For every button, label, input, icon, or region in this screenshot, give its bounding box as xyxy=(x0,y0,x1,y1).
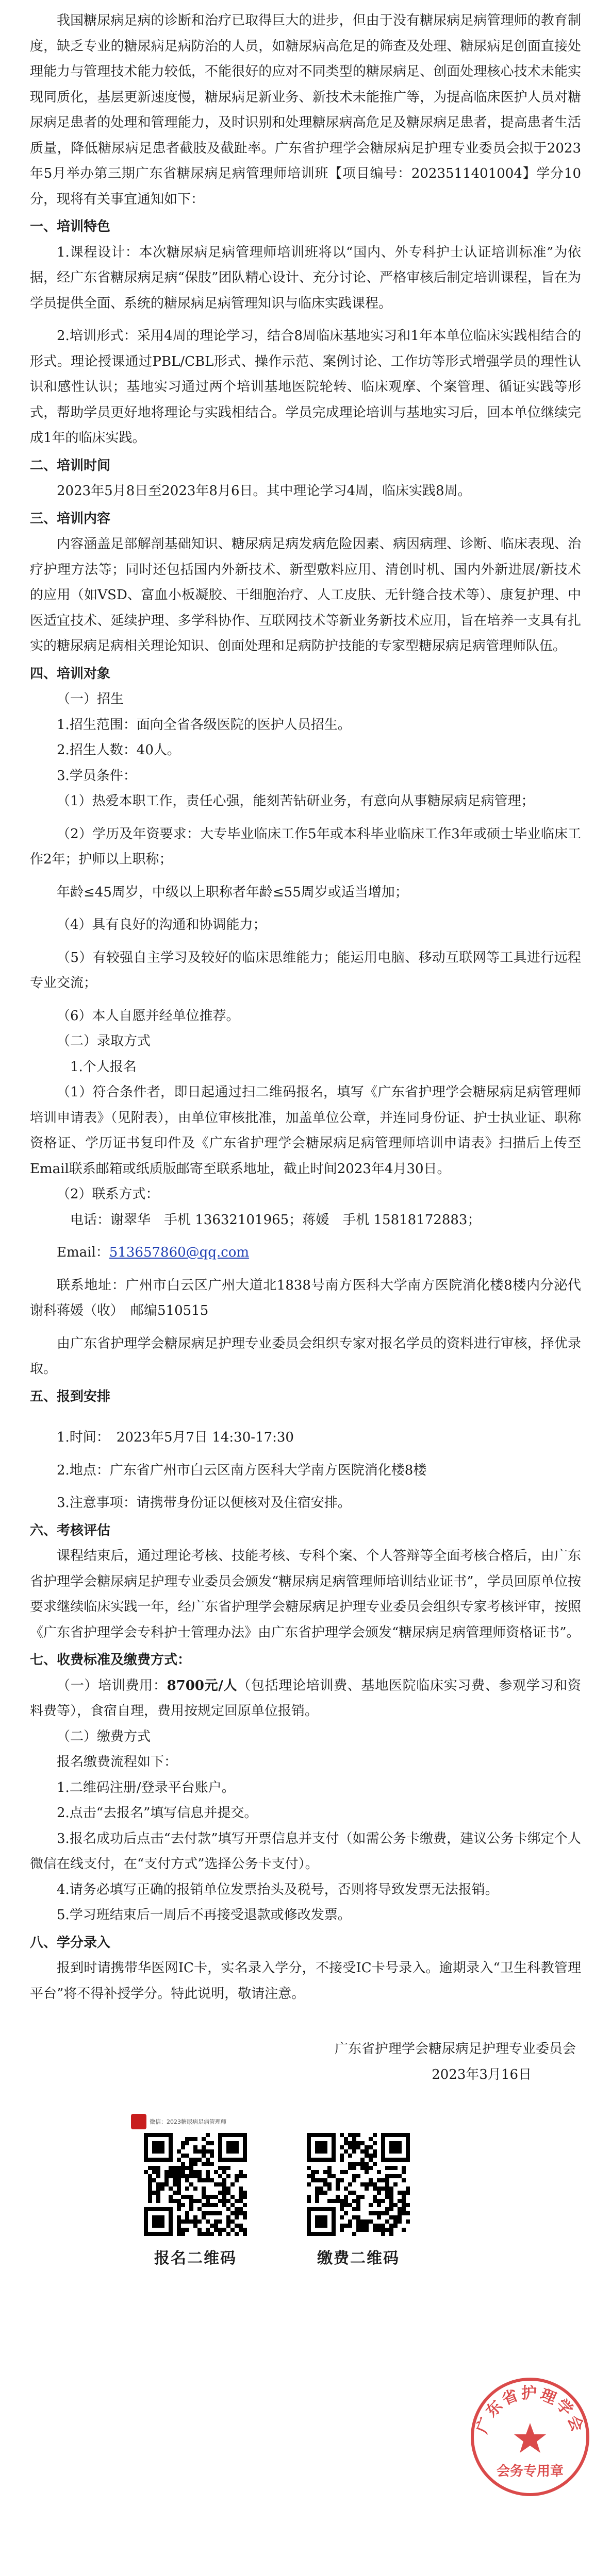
section-heading-target: 四、培训对象 xyxy=(30,666,111,682)
admission-heading: （二）录取方式 xyxy=(57,1033,151,1049)
condition-3: 年龄≤45周岁，中级以上职称者年龄≤55周岁或适当增加； xyxy=(57,884,408,900)
payment-step-4: 4.请务必填写正确的报销单位发票抬头及税号，否则将导致发票无法报销。 xyxy=(57,1882,499,1897)
report-note: 3.注意事项：请携带身份证以便核对及住宿安排。 xyxy=(57,1495,351,1511)
fee-detail: （包括理论培训费、基地医院临床实习费、参观学习和资料费等），食宿自理，费用按规定回原单位报销。 xyxy=(30,1677,581,1719)
contact-heading: （2）联系方式： xyxy=(57,1187,159,1202)
fee-paragraph xyxy=(30,1673,581,1724)
credit-text: 报到时请携带华医网IC卡，实名录入学分，不接受IC卡号录入。逾期录入“卫生科教管理平台”将不得补授学分。特此说明，敬请注意。 xyxy=(30,1960,581,2002)
section-heading-assessment: 六、考核评估 xyxy=(30,1522,111,1538)
section-heading-time: 二、培训时间 xyxy=(30,457,111,473)
selection-text: 由广东省护理学会糖尿病足护理专业委员会组织专家对报名学员的资料进行审核，择优录取。 xyxy=(30,1335,581,1377)
recruit-conditions: 3.学员条件： xyxy=(57,768,137,784)
registration-qr-code-icon[interactable] xyxy=(144,2133,247,2236)
contact-phone: 电话：谢翠华 手机 13632101965；蒋媛 手机 15818172883； xyxy=(70,1212,481,1228)
qr-header-text: 微信：2023糖尿病足病管理师 xyxy=(150,2119,226,2125)
email-link[interactable]: 513657860@qq.com xyxy=(109,1245,250,1260)
payment-qr-caption: 缴费二维码 xyxy=(317,2249,400,2267)
signature-date: 2023年3月16日 xyxy=(432,2066,532,2082)
section-heading-content: 三、培训内容 xyxy=(30,511,111,527)
section-heading-credit: 八、学分录入 xyxy=(30,1935,111,1951)
contact-address: 联系地址：广州市白云区广州大道北1838号南方医科大学南方医院消化楼8楼内分泌代谢科蒋媛（收） 邮编510515 xyxy=(30,1277,581,1318)
payment-heading: （二）缴费方式 xyxy=(57,1728,151,1744)
email-label: Email： xyxy=(57,1245,109,1260)
registration-qr-block xyxy=(131,2110,260,2268)
official-seal-icon xyxy=(466,2372,595,2501)
payment-qr-code-icon[interactable] xyxy=(307,2133,410,2236)
registration-qr-caption: 报名二维码 xyxy=(154,2249,237,2267)
svg-text:广东省护理学会 xyxy=(473,2384,587,2436)
feature-course-design: 1.课程设计：本次糖尿病足病管理师培训班将以“国内、外专科护士认证培训标准”为依据，经广东省糖尿病足病“保肢”团队精心设计、充分讨论、严格审核后制定培训课程，旨在为学员提供全面、系统的糖尿病足病管理知识与临床实践课程。 xyxy=(30,244,581,311)
seal-ring-text: 广东省护理学会 xyxy=(473,2384,587,2436)
condition-1: （1）热爱本职工作，责任心强，能刻苦钻研业务，有意向从事糖尿病足病管理； xyxy=(57,793,535,809)
condition-2: （2）学历及年资要求：大专毕业临床工作5年或本科毕业临床工作3年或硕士毕业临床工作2年；护师以上职称； xyxy=(30,826,581,867)
condition-4: （4）具有良好的沟通和协调能力； xyxy=(57,917,267,933)
intro-paragraph: 我国糖尿病足病的诊断和治疗已取得巨大的进步，但由于没有糖尿病足病管理师的教育制度，缺乏专业的糖尿病足病防治的人员，如糖尿病高危足的筛查及处理、糖尿病足创面直接处理能力与管理技术能力较低，不能很好的应对不同类型的糖尿病足、创面处理核心技术未能实现同质化，基层更新速度慢，糖尿病足新业务、新技术未能推广等，为提高临床医护人员对糖尿病足患者的处理和管理能力，及时识别和处理糖尿病高危足及糖尿病足患者，提高患者生活质量，降低糖尿病足患者截肢及截趾率。广东省护理学会糖尿病足护理专业委员会拟于2023年5月举办第三期广东省糖尿病足病管理师培训班【项目编号：2023511401004】学分10分，现将有关事宜通知如下： xyxy=(30,13,581,207)
payment-qr-block xyxy=(294,2110,423,2268)
recruit-heading: （一）招生 xyxy=(57,691,124,707)
report-time: 1.时间： 2023年5月7日 14:30-17:30 xyxy=(57,1430,294,1445)
training-time: 2023年5月8日至2023年8月6日。其中理论学习4周，临床实践8周。 xyxy=(57,483,471,499)
assessment-text: 课程结束后，通过理论考核、技能考核、专科个案、个人答辩等全面考核合格后，由广东省护理学会糖尿病足护理专业委员会颁发“糖尿病足病管理师培训结业证书”，学员回原单位按要求继续临床实践一年，经广东省护理学会糖尿病足护理专业委员会组织专家考核评审，按照《广东省护理学会专科护士管理办法》由广东省护理学会颁发“糖尿病足病管理师资格证书”。 xyxy=(30,1548,581,1640)
personal-apply-text: （1）符合条件者，即日起通过扫二维码报名，填写《广东省护理学会糖尿病足病管理师培训申请表》（见附表），由单位审核批准，加盖单位公章，并连同身份证、护士执业证、职称资格证、学历证书复印件及《广东省护理学会糖尿病足病管理师培训申请表》扫描后上传至Email联系邮箱或纸质版邮寄至联系地址，截止时间2023年4月30日。 xyxy=(30,1084,581,1177)
section-heading-fees: 七、收费标准及缴费方式： xyxy=(30,1652,191,1668)
fee-amount: 8700元/人 xyxy=(167,1677,238,1693)
qr-header xyxy=(131,2110,260,2133)
app-logo-icon xyxy=(131,2114,146,2129)
payment-step-5: 5.学习班结束后一周后不再接受退款或修改发票。 xyxy=(57,1907,351,1923)
fee-label: （一）培训费用： xyxy=(57,1677,167,1693)
section-heading-report: 五、报到安排 xyxy=(30,1388,111,1404)
condition-5: （5）有较强自主学习及较好的临床思维能力；能运用电脑、移动互联网等工具进行远程专业交流； xyxy=(30,950,581,991)
section-heading-features: 一、培训特色 xyxy=(30,219,111,234)
recruit-scope: 1.招生范围：面向全省各级医院的医护人员招生。 xyxy=(57,717,351,733)
payment-step-1: 1.二维码注册/登录平台账户。 xyxy=(57,1780,235,1795)
payment-intro: 报名缴费流程如下： xyxy=(57,1754,178,1770)
contact-email-line xyxy=(30,1240,581,1266)
seal-bottom-text: 会务专用章 xyxy=(496,2464,564,2479)
payment-step-2: 2.点击“去报名”填写信息并提交。 xyxy=(57,1805,258,1821)
signature-organization: 广东省护理学会糖尿病足护理专业委员会 xyxy=(334,2041,576,2057)
qr-code-row xyxy=(30,2110,581,2280)
personal-apply-heading: 1.个人报名 xyxy=(70,1059,137,1075)
feature-training-form: 2.培训形式：采用4周的理论学习，结合8周临床基地实习和1年本单位临床实践相结合的形式。理论授课通过PBL/CBL形式、操作示范、案例讨论、工作坊等形式增强学员的理性认识和感性认识；基地实习通过两个培训基地医院轮转、临床观摩、个案管理、循证实践等形式，帮助学员更好地将理论与实践相结合。学员完成理论培训与基地实习后，回本单位继续完成1年的临床实践。 xyxy=(30,328,581,446)
report-place: 2.地点：广东省广州市白云区南方医科大学南方医院消化楼8楼 xyxy=(57,1462,427,1478)
recruit-count: 2.招生人数：40人。 xyxy=(57,742,180,758)
condition-6: （6）本人自愿并经单位推荐。 xyxy=(57,1008,240,1024)
training-content: 内容涵盖足部解剖基础知识、糖尿病足病发病危险因素、病因病理、诊断、临床表现、治疗护理方法等；同时还包括国内外新技术、新型敷料应用、清创时机、国内外新进展/新技术的应用（如VSD、富血小板凝胶、干细胞治疗、人工皮肤、无针缝合技术等）、康复护理、中医适宜技术、延续护理、多学科协作、互联网技术等新业务新技术应用，旨在培养一支具有扎实的糖尿病足病相关理论知识、创面处理和足病防护技能的专家型糖尿病足病管理师队伍。 xyxy=(30,536,581,654)
payment-step-3: 3.报名成功后点击“去付款”填写开票信息并支付（如需公务卡缴费，建议公务卡绑定个人微信在线支付，在“支付方式”选择公务卡支付）。 xyxy=(30,1831,581,1872)
